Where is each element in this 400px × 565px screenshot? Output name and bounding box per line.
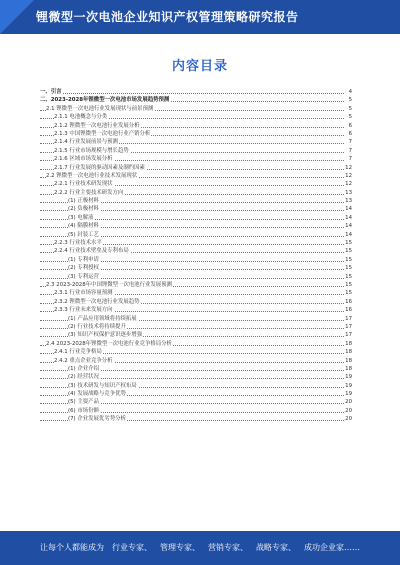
toc-entry[interactable] bbox=[40, 155, 352, 163]
toc-entry-title: (2) 行业技术将持续提升 bbox=[68, 323, 126, 330]
toc-entry-title: (1) 专利申请 bbox=[68, 256, 99, 263]
toc-entry-page: 19 bbox=[345, 382, 352, 389]
toc-entry[interactable] bbox=[40, 415, 352, 423]
toc-entry-page: 5 bbox=[344, 96, 352, 104]
toc-entry-page: 5 bbox=[344, 105, 352, 113]
toc-entry-page: 7 bbox=[344, 147, 352, 155]
toc-entry-title: 2.4.1 行业竞争格局 bbox=[54, 349, 102, 356]
toc-entry-title: 2.3.1 行业市场容量预测 bbox=[54, 290, 113, 297]
footer-role: 管理专家、 bbox=[160, 543, 200, 552]
toc-entry-page: 18 bbox=[345, 365, 352, 372]
toc-entry-page: 14 bbox=[345, 206, 352, 213]
toc-entry[interactable] bbox=[40, 205, 352, 213]
toc-entry-title: 2.2 锂微型一次电池行业技术发展现状 bbox=[46, 172, 138, 179]
toc-entry-title: (5) 封装工艺 bbox=[68, 231, 99, 238]
toc-entry-page: 12 bbox=[345, 164, 352, 171]
toc-entry[interactable] bbox=[40, 256, 352, 264]
toc-entry[interactable] bbox=[40, 222, 352, 230]
toc-entry-page: 15 bbox=[345, 265, 352, 272]
toc-entry[interactable] bbox=[40, 88, 352, 96]
toc-entry-title: (1) 企业介绍 bbox=[68, 365, 99, 372]
toc-entry-page: 15 bbox=[345, 290, 352, 297]
toc-entry-title: (1) 正极材料 bbox=[68, 198, 99, 205]
toc-entry[interactable] bbox=[40, 281, 352, 289]
toc-entry-page: 20 bbox=[345, 416, 352, 423]
toc-entry[interactable] bbox=[40, 147, 352, 155]
toc-entry[interactable] bbox=[40, 298, 352, 306]
toc-entry[interactable] bbox=[40, 105, 352, 113]
toc-entry[interactable] bbox=[40, 247, 352, 255]
toc-entry-page: 13 bbox=[345, 189, 352, 196]
toc-entry[interactable] bbox=[40, 398, 352, 406]
toc-entry-page: 14 bbox=[345, 214, 352, 221]
toc-entry-page: 15 bbox=[345, 273, 352, 280]
toc-entry-title: 2.4.2 重点企业竞争分析 bbox=[54, 357, 113, 364]
footer-slogan bbox=[40, 531, 360, 565]
toc-entry-title: 2.2.4 行业技术壁垒及专利布局 bbox=[54, 248, 129, 255]
toc-entry[interactable] bbox=[40, 382, 352, 390]
toc-entry-page: 5 bbox=[344, 113, 352, 121]
toc-entry[interactable] bbox=[40, 407, 352, 415]
toc-entry[interactable] bbox=[40, 164, 352, 172]
toc-entry[interactable] bbox=[40, 122, 352, 130]
toc-entry-page: 17 bbox=[345, 315, 352, 322]
report-title: 锂微型一次电池企业知识产权管理策略研究报告 bbox=[36, 10, 299, 24]
footer-lead: 让每个人都能成为 bbox=[40, 543, 104, 552]
toc-entry[interactable] bbox=[40, 340, 352, 348]
toc-entry-page: 17 bbox=[345, 332, 352, 339]
toc-entry[interactable] bbox=[40, 239, 352, 247]
toc-entry-page: 12 bbox=[345, 181, 352, 188]
header-accent-shape bbox=[0, 0, 34, 34]
toc-entry-page: 12 bbox=[345, 172, 352, 179]
toc-entry-title: (3) 知识产权保护意识逐步增强 bbox=[68, 332, 143, 339]
page-footer bbox=[0, 531, 400, 565]
toc-entry-title: (5) 主要产品 bbox=[68, 399, 99, 406]
toc-entry-page: 13 bbox=[345, 198, 352, 205]
toc-entry-page: 16 bbox=[345, 307, 352, 314]
toc-entry-title: 2.1.4 行业发展前景与预测 bbox=[54, 139, 118, 146]
toc-entry-title: (2) 专利授权 bbox=[68, 265, 99, 272]
toc-entry[interactable] bbox=[40, 214, 352, 222]
toc-entry-title: (1) 产品应用领域将持续拓展 bbox=[68, 315, 137, 322]
toc-entry[interactable] bbox=[40, 331, 352, 339]
toc-entry-title: 2.4 2023-2028年锂微型一次电池行业竞争格局分析 bbox=[46, 340, 172, 347]
toc-entry-page: 20 bbox=[345, 407, 352, 414]
footer-role: 战略专家、 bbox=[256, 543, 296, 552]
toc-entry[interactable] bbox=[40, 348, 352, 356]
toc-entry-title: 2.1.1 电池概念与分类 bbox=[54, 114, 108, 121]
toc-entry-title: (4) 隔膜材料 bbox=[68, 223, 99, 230]
toc-entry-title: (4) 发展战略与竞争优势 bbox=[68, 391, 126, 398]
toc-entry-page: 17 bbox=[345, 323, 352, 330]
toc-entry-page: 14 bbox=[345, 223, 352, 230]
toc-entry-page: 15 bbox=[345, 248, 352, 255]
toc-entry-title: (2) 负极材料 bbox=[68, 206, 99, 213]
toc-entry[interactable] bbox=[40, 357, 352, 365]
toc-entry-page: 18 bbox=[345, 357, 352, 364]
toc-entry-page: 6 bbox=[344, 130, 352, 138]
toc-entry[interactable] bbox=[40, 197, 352, 205]
toc-entry-title: 2.2.2 行业主要技术研发方向 bbox=[54, 189, 124, 196]
toc-entry[interactable] bbox=[40, 373, 352, 381]
toc-heading: 内容目录 bbox=[171, 59, 228, 74]
footer-role: 行业专家、 bbox=[112, 543, 152, 552]
toc-entry[interactable] bbox=[40, 315, 352, 323]
toc-entry-page: 18 bbox=[345, 340, 352, 347]
toc-entry-title: 2.3.2 锂微型一次电池行业发展趋势 bbox=[54, 298, 140, 305]
toc-entry[interactable] bbox=[40, 130, 352, 138]
toc-entry[interactable] bbox=[40, 138, 352, 146]
toc-entry-title: (3) 专利运营 bbox=[68, 273, 99, 280]
toc-entry-title: 2.1 锂微型一次电池行业发展现状与前景预测 bbox=[46, 105, 154, 112]
toc-entry-title: (6) 市场份额 bbox=[68, 407, 99, 414]
toc-entry-page: 20 bbox=[345, 399, 352, 406]
toc-leader-dots bbox=[40, 93, 344, 94]
toc-entry-title: 2.3 2023-2028年中国锂微型一次电池行业发展预测 bbox=[46, 281, 172, 288]
toc-entry[interactable] bbox=[40, 289, 352, 297]
toc-entry-title: 2.2.3 行业技术水平 bbox=[54, 240, 102, 247]
toc-entry[interactable] bbox=[40, 113, 352, 121]
toc-entry-title: 2.1.3 中国锂微型一次电池行业产销分析 bbox=[54, 130, 151, 137]
footer-role: 营销专家、 bbox=[208, 543, 248, 552]
toc-entry-page: 15 bbox=[345, 281, 352, 288]
toc-entry[interactable] bbox=[40, 323, 352, 331]
toc-entry-title: 二、2023-2028年锂微型一次电池市场发展趋势预测 bbox=[40, 97, 170, 104]
toc-entry-page: 18 bbox=[345, 349, 352, 356]
toc-entry-page: 15 bbox=[345, 240, 352, 247]
toc-entry[interactable] bbox=[40, 264, 352, 272]
toc-entry-title: 2.2.1 行业技术研发现状 bbox=[54, 181, 113, 188]
toc-entry-page: 16 bbox=[345, 298, 352, 305]
toc-entry-page: 4 bbox=[344, 88, 352, 96]
toc-entry-page: 7 bbox=[344, 155, 352, 163]
toc-entry[interactable] bbox=[40, 306, 352, 314]
toc-entry-title: 2.1.6 区域市场发展分析 bbox=[54, 156, 113, 163]
toc-entry[interactable] bbox=[40, 390, 352, 398]
toc-entry-title: (3) 技术研发与知识产权布局 bbox=[68, 382, 137, 389]
toc-entry-title: 2.1.2 锂微型一次电池行业发展分析 bbox=[54, 122, 140, 129]
table-of-contents bbox=[40, 88, 352, 424]
toc-entry[interactable] bbox=[40, 96, 352, 104]
toc-entry-page: 19 bbox=[345, 374, 352, 381]
toc-entry[interactable] bbox=[40, 189, 352, 197]
toc-entry[interactable] bbox=[40, 365, 352, 373]
toc-entry-title: (3) 电解液 bbox=[68, 214, 94, 221]
toc-entry-page: 7 bbox=[344, 138, 352, 146]
toc-entry-page: 15 bbox=[345, 256, 352, 263]
toc-entry-title: 一、引言 bbox=[40, 89, 62, 95]
toc-entry[interactable] bbox=[40, 180, 352, 188]
footer-role: 成功企业家…… bbox=[304, 543, 360, 552]
toc-entry[interactable] bbox=[40, 172, 352, 180]
toc-entry-title: (7) 企业发展优劣势分析 bbox=[68, 416, 126, 423]
page-header bbox=[0, 0, 400, 34]
toc-entry-title: 2.1.7 行业发展的驱动因素及制约因素 bbox=[54, 164, 145, 171]
toc-entry-title: 2.1.5 行业市场规模与增长趋势 bbox=[54, 147, 129, 154]
toc-entry[interactable] bbox=[40, 273, 352, 281]
toc-entry-title: (2) 经营状况 bbox=[68, 374, 99, 381]
toc-entry-page: 19 bbox=[345, 391, 352, 398]
toc-entry[interactable] bbox=[40, 231, 352, 239]
toc-entry-title: 2.3.3 行业未来发展方向 bbox=[54, 307, 113, 314]
toc-entry-page: 14 bbox=[345, 231, 352, 238]
toc-entry-page: 6 bbox=[344, 122, 352, 130]
